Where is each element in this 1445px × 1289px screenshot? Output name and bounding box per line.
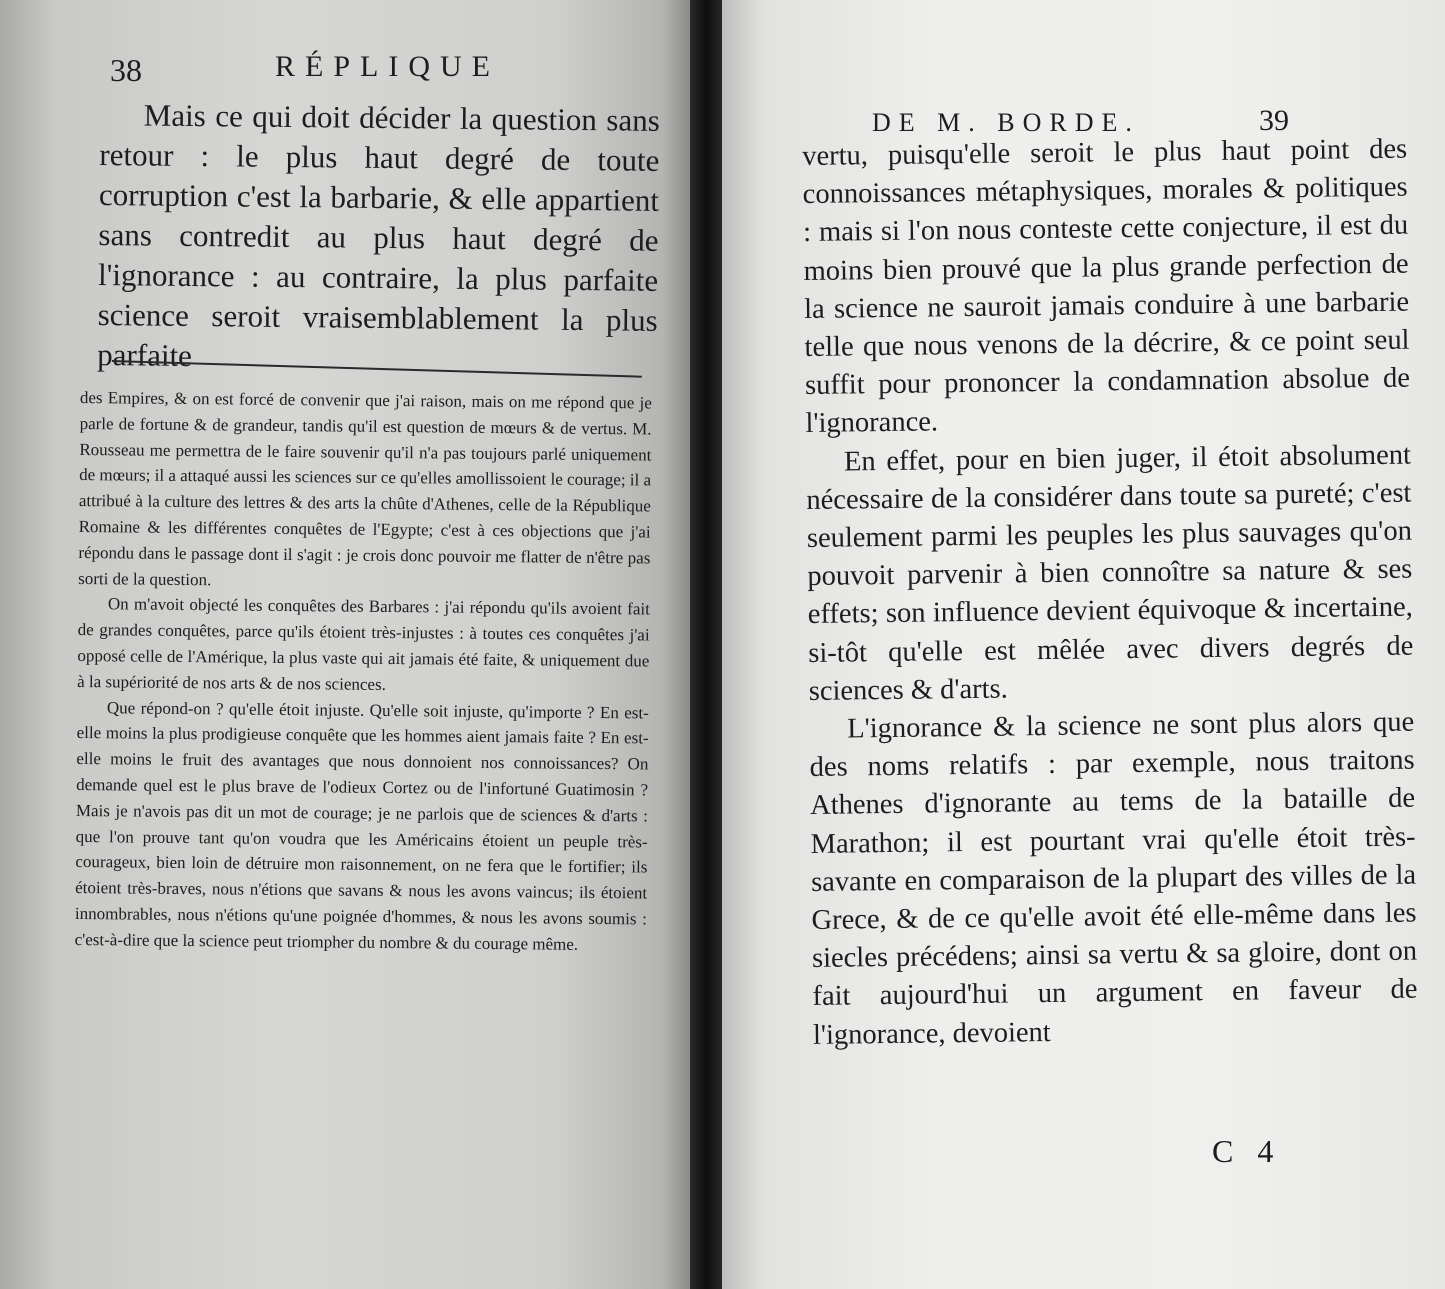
signature-mark: C 4	[1212, 1133, 1282, 1169]
left-main-paragraph: Mais ce qui doit décider la question sans retour : le plus haut degré de toute corruption c'est la barbarie, & elle appartient sans contredit au plus haut degré de l'ignorance : au contraire, la plus parfaite science seroit vraisemblablement la plus parfaite	[97, 97, 660, 373]
left-main-text	[97, 95, 660, 381]
right-page	[722, 0, 1445, 1289]
right-paragraph: L'ignorance & la science ne sont plus alors que des noms relatifs : par exemple, nous traitons Athenes d'ignorante au tems de la bataille de Marathon; il est pourtant vrai qu'elle étoit très-savante en comparaison de la plupart des villes de la Grece, & de ce qu'elle avoit été elle-même dans les siecles précédens; ainsi sa vertu & sa gloire, dont on fait aujourd'hui un argument en faveur de l'ignorance, devoient	[809, 706, 1418, 1051]
note-paragraph: des Empires, & on est forcé de convenir que j'ai raison, mais on me répond que je parle de fortune & de grandeur, tandis qu'il est question de mœurs & de vertus. M. Rousseau me permettra de le faire souvenir qu'il n'a pas toujours parlé uniquement de mœurs; il a attaqué aussi les sciences sur ce qu'elles amollissoient le courage; il a attribué à la culture des lettres & des arts la chûte d'Athenes, celle de la République Romaine & les différentes conquêtes de l'Egypte; c'est à ces objections que j'ai répondu dans le passage dont il s'agit : je crois donc pouvoir me flatter de n'être pas sorti de la question.	[78, 387, 652, 589]
right-paragraph: En effet, pour en bien juger, il étoit absolument nécessaire de la considérer dans toute sa pureté; c'est seulement parmi les peuples les plus sauvages qu'on pouvoit parvenir à bien connoître sa nature & ses effets; son influence devient équivoque & incertaine, si-tôt qu'elle est mêlée avec divers degrés de sciences & d'arts.	[806, 439, 1414, 707]
right-body-text	[802, 131, 1418, 1055]
right-page-number: 39	[1259, 104, 1289, 137]
footnotes	[75, 385, 652, 958]
left-running-head: RÉPLIQUE	[275, 50, 500, 83]
left-page	[0, 0, 690, 1289]
right-paragraph: vertu, puisqu'elle seroit le plus haut point des connoissances métaphysiques, morales & politiques : mais si l'on nous conteste cette conjecture, il est du moins bien prouvé que la plus grande perfection de la science ne sauroit jamais conduire à une barbarie telle que nous venons de la décrire, & ce point seul suffit pour prononcer la condamnation absolue de l'ignorance.	[802, 133, 1411, 440]
note-paragraph: Que répond-on ? qu'elle étoit injuste. Qu'elle soit injuste, qu'importe ? En est-elle moins la plus prodigieuse conquête que les hommes aient jamais faite ? En est-elle moins le fruit des avantages que nous donnoient nos connoissances? On demande quel est le plus brave de l'odieux Cortez ou de l'infortuné Guatimosin ? Mais je n'avois pas dit un mot de courage; je ne parlois que de sciences & d'arts : que l'on prouve tant qu'on voudra que les Américains étoient un peuple très-courageux, bien loin de détruire mon raisonnement, on ne fera que le fortifier; ils étoient très-braves, nous n'étions que savans & nous les avons vaincus; ils étoient innombrables, nous n'étions qu'une poignée d'hommes, & nous les avons soumis : c'est-à-dire que la science peut triompher du nombre & du courage même.	[74, 697, 649, 954]
book-gutter	[690, 0, 722, 1289]
left-page-number: 38	[110, 52, 142, 88]
right-running-head: DE M. BORDE.	[872, 108, 1140, 137]
note-paragraph: On m'avoit objecté les conquêtes des Barbares : j'ai répondu qu'ils avoient fait de grandes conquêtes, parce qu'ils étoient très-injustes : à toutes ces conquêtes j'ai opposé celle de l'Amérique, la plus vaste qui ait jamais été faite, & uniquement due à la supériorité de nos arts & de nos sciences.	[77, 594, 650, 694]
